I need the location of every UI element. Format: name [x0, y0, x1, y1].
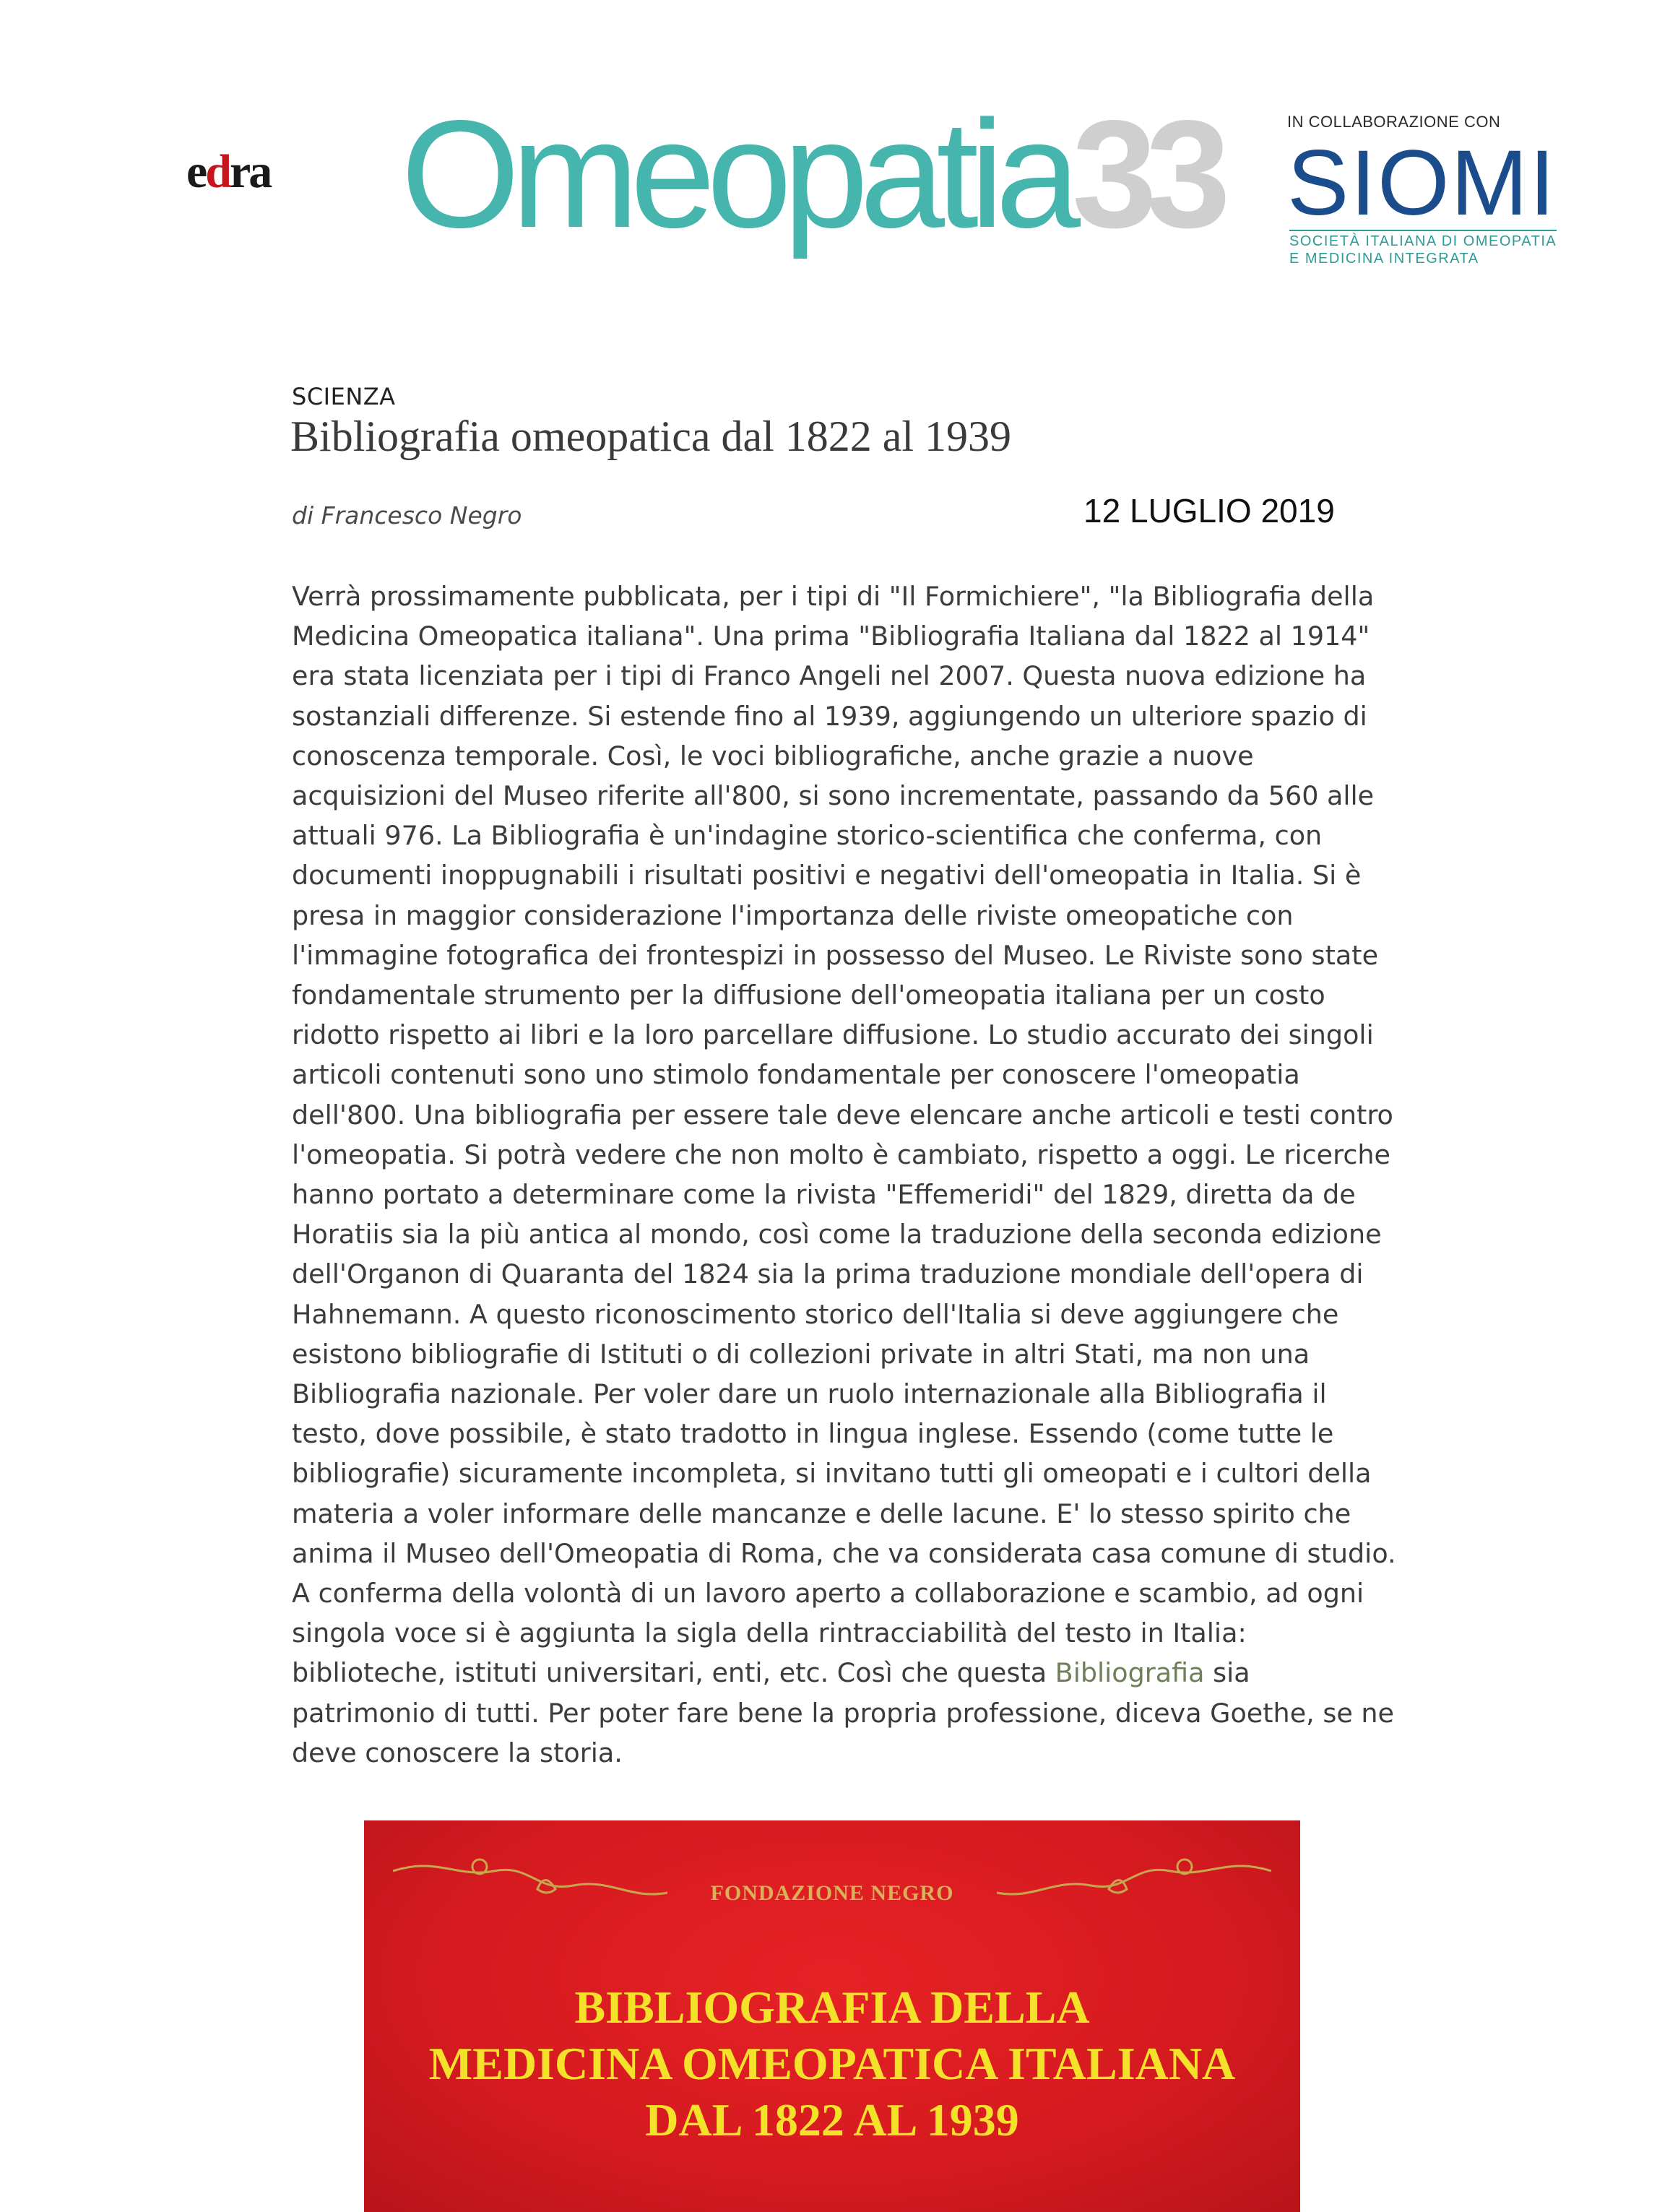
page-header: [0, 0, 1670, 303]
cover-title-line-2: MEDICINA OMEOPATICA ITALIANA: [428, 2038, 1236, 2089]
siomi-subtitle-line-2: E MEDICINA INTEGRATA: [1289, 251, 1479, 267]
siomi-logo[interactable]: SIOMI: [1287, 131, 1557, 235]
article-body: [292, 576, 1397, 1773]
book-cover-image: [364, 1820, 1300, 2212]
article-date: 12 LUGLIO 2019: [1083, 492, 1335, 530]
collaboration-label: IN COLLABORAZIONE CON: [1287, 113, 1501, 131]
section-label[interactable]: SCIENZA: [292, 383, 396, 410]
edra-logo-prefix: e: [186, 145, 206, 198]
cover-title-line-3: DAL 1822 AL 1939: [645, 2094, 1019, 2146]
article-title: Bibliografia omeopatica dal 1822 al 1939: [290, 412, 1012, 460]
body-text-part-2: sia patrimonio di tutti. Per poter fare bene la propria professione, diceva Goethe, se ne deve conoscere la storia.: [292, 1657, 1395, 1768]
bibliografia-link[interactable]: Bibliografia: [1055, 1657, 1205, 1689]
siomi-subtitle-line-1: SOCIETÀ ITALIANA DI OMEOPATIA: [1289, 233, 1557, 249]
edra-logo-middle: d: [205, 145, 230, 198]
cover-foundation: FONDAZIONE NEGRO: [710, 1881, 954, 1905]
edra-logo[interactable]: [186, 144, 270, 199]
siomi-subtitle: [1289, 230, 1557, 267]
body-text-part-1: Verrà prossimamente pubblicata, per i tipi di "Il Formichiere", "la Bibliografia della Medicina Omeopatica italiana". Una prima "Bibliografia Italiana dal 1822 al 1914" era stata licenziata per i tipi di Franco Angeli nel 2007. Questa nuova edizione ha sostanziali differenze. Si estende fino al 1939, aggiungendo un ulteriore spazio di conoscenza temporale. Così, le voci bibliografiche, anche grazie a nuove acquisizioni del Museo riferite all'800, si sono incrementate, passando da 560 alle attuali 976. La Bibliografia è un'indagine storico-scientifica che conferma, con documenti inoppugnabili i risultati positivi e negativi dell'omeopatia in Italia. Si è presa in maggior considerazione l'importanza delle riviste omeopatiche con l'immagine fotografica dei frontespizi in possesso del Museo. Le Riviste sono state fondamentale strumento per la diffusione dell'omeopatia italiana per un costo ridotto rispetto ai libri e la loro parcellare diffusione. Lo studio accurato dei singoli articoli contenuti sono uno stimolo fondamentale per conoscere l'omeopatia dell'800. Una bibliografia per essere tale deve elencare anche articoli e testi contro l'omeopatia. Si potrà vedere che non molto è cambiato, rispetto a oggi. Le ricerche hanno portato a determinare come la rivista "Effemeridi" del 1829, diretta da de Horatiis sia la più antica al mondo, così come la traduzione della seconda edizione dell'Organon di Quaranta del 1824 sia la prima traduzione mondiale dell'opera di Hahnemann. A questo riconoscimento storico dell'Italia si deve aggiungere che esistono bibliografie di Istituti o di collezioni private in altri Stati, ma non una Bibliografia nazionale. Per voler dare un ruolo internazionale alla Bibliografia il testo, dove possibile, è stato tradotto in lingua inglese. Essendo (come tutte le bibliografie) sicuramente incompleta, si invitano tutti gli omeopati e i cultori della materia a voler informare delle mancanze e delle lacune. E' lo stesso spirito che anima il Museo dell'Omeopatia di Roma, che va considerata casa comune di studio. A conferma della volontà di un lavoro aperto a collaborazione e scambio, ad ogni singola voce si è aggiunta la sigla della rintracciabilità del testo in Italia: biblioteche, istituti universitari, enti, etc. Così che questa: [292, 581, 1396, 1689]
masthead-word: Omeopatia: [401, 88, 1073, 259]
masthead-number: 33: [1072, 88, 1219, 259]
edra-logo-suffix: ra: [230, 145, 271, 198]
cover-title-line-1: BIBLIOGRAFIA DELLA: [574, 1982, 1090, 2033]
omeopatia33-masthead[interactable]: [401, 88, 1219, 259]
article-author: di Francesco Negro: [292, 501, 522, 530]
